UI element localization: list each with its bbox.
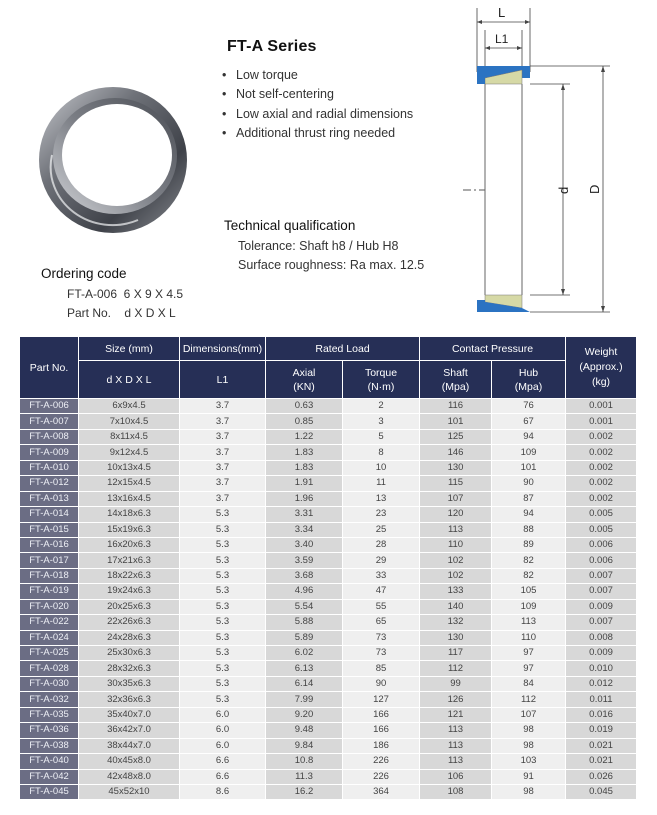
cell-shaft: 132: [420, 615, 492, 630]
cell-part-no: FT-A-040: [20, 754, 79, 769]
cell-axial: 3.59: [266, 553, 343, 568]
roughness-text: Surface roughness: Ra max. 12.5: [238, 258, 425, 272]
cell-weight: 0.002: [566, 460, 637, 475]
cell-shaft: 110: [420, 537, 492, 552]
cell-l1: 3.7: [180, 491, 266, 506]
cell-weight: 0.001: [566, 399, 637, 414]
cell-torque: 28: [343, 537, 420, 552]
cell-weight: 0.021: [566, 754, 637, 769]
table-row: [20, 568, 637, 583]
cell-size: 36x42x7.0: [79, 723, 180, 738]
bullet-icon: •: [222, 87, 227, 102]
cell-weight: 0.016: [566, 707, 637, 722]
cell-torque: 5: [343, 429, 420, 444]
cell-l1: 3.7: [180, 445, 266, 460]
cell-hub: 109: [492, 445, 566, 460]
cell-torque: 10: [343, 460, 420, 475]
cell-size: 17x21x6.3: [79, 553, 180, 568]
cell-l1: 3.7: [180, 414, 266, 429]
cell-shaft: 130: [420, 630, 492, 645]
cell-torque: 186: [343, 738, 420, 753]
inner-ring-bottom: [477, 300, 485, 312]
cell-weight: 0.006: [566, 553, 637, 568]
cell-part-no: FT-A-014: [20, 507, 79, 522]
cell-part-no: FT-A-036: [20, 723, 79, 738]
table-row: [20, 723, 637, 738]
cell-l1: 3.7: [180, 399, 266, 414]
table-body: [20, 399, 637, 800]
cell-size: 22x26x6.3: [79, 615, 180, 630]
cell-part-no: FT-A-006: [20, 399, 79, 414]
cell-size: 16x20x6.3: [79, 537, 180, 552]
table-row: [20, 429, 637, 444]
cell-l1: 6.6: [180, 754, 266, 769]
cell-axial: 4.96: [266, 584, 343, 599]
table-row: [20, 769, 637, 784]
cell-part-no: FT-A-020: [20, 599, 79, 614]
feature-item: • Low axial and radial dimensions: [222, 105, 413, 124]
cross-section-diagram: [455, 0, 630, 325]
cell-shaft: 107: [420, 491, 492, 506]
cell-l1: 5.3: [180, 599, 266, 614]
cell-axial: 7.99: [266, 692, 343, 707]
table-row: [20, 414, 637, 429]
cell-weight: 0.011: [566, 692, 637, 707]
arrow-icon: [561, 84, 565, 90]
table-row: [20, 491, 637, 506]
cell-size: 38x44x7.0: [79, 738, 180, 753]
cell-hub: 112: [492, 692, 566, 707]
cell-hub: 105: [492, 584, 566, 599]
cell-weight: 0.005: [566, 507, 637, 522]
cell-torque: 166: [343, 723, 420, 738]
cell-hub: 107: [492, 707, 566, 722]
table-row: [20, 707, 637, 722]
table-row: [20, 692, 637, 707]
cell-size: 19x24x6.3: [79, 584, 180, 599]
cell-weight: 0.009: [566, 646, 637, 661]
cell-l1: 5.3: [180, 553, 266, 568]
cell-part-no: FT-A-035: [20, 707, 79, 722]
cell-weight: 0.019: [566, 723, 637, 738]
cell-part-no: FT-A-012: [20, 476, 79, 491]
cell-l1: 5.3: [180, 615, 266, 630]
specification-table: [19, 336, 637, 800]
cell-axial: 1.96: [266, 491, 343, 506]
cell-torque: 2: [343, 399, 420, 414]
cell-axial: 1.91: [266, 476, 343, 491]
cell-hub: 67: [492, 414, 566, 429]
cell-weight: 0.008: [566, 630, 637, 645]
cell-hub: 82: [492, 553, 566, 568]
cell-axial: 6.02: [266, 646, 343, 661]
cell-part-no: FT-A-032: [20, 692, 79, 707]
cell-weight: 0.021: [566, 738, 637, 753]
cell-torque: 226: [343, 754, 420, 769]
bullet-icon: •: [222, 125, 227, 140]
cell-shaft: 133: [420, 584, 492, 599]
cell-l1: 8.6: [180, 784, 266, 799]
cell-axial: 10.8: [266, 754, 343, 769]
table-row: [20, 661, 637, 676]
cell-hub: 94: [492, 429, 566, 444]
cell-torque: 90: [343, 676, 420, 691]
cell-hub: 87: [492, 491, 566, 506]
feature-item: • Additional thrust ring needed: [222, 124, 413, 143]
cell-torque: 25: [343, 522, 420, 537]
cell-hub: 97: [492, 646, 566, 661]
table-row: [20, 399, 637, 414]
cell-size: 24x28x6.3: [79, 630, 180, 645]
arrow-icon: [561, 289, 565, 295]
table-row: [20, 754, 637, 769]
cell-size: 9x12x4.5: [79, 445, 180, 460]
cell-weight: 0.002: [566, 491, 637, 506]
cell-l1: 3.7: [180, 429, 266, 444]
ordering-title: Ordering code: [41, 266, 127, 281]
table-row: [20, 445, 637, 460]
cell-size: 20x25x6.3: [79, 599, 180, 614]
cell-l1: 6.0: [180, 738, 266, 753]
cell-torque: 65: [343, 615, 420, 630]
cell-axial: 9.84: [266, 738, 343, 753]
cell-torque: 127: [343, 692, 420, 707]
cell-shaft: 112: [420, 661, 492, 676]
cell-part-no: FT-A-022: [20, 615, 79, 630]
arrow-icon: [477, 20, 482, 24]
table-row: [20, 476, 637, 491]
header-part-no: Part No.: [20, 337, 79, 399]
ordering-example: FT-A-006 6 X 9 X 4.5: [67, 287, 184, 301]
cell-part-no: FT-A-016: [20, 537, 79, 552]
table-row: [20, 676, 637, 691]
header-hub: Hub (Mpa): [492, 361, 566, 399]
cell-size: 32x36x6.3: [79, 692, 180, 707]
cell-axial: 1.83: [266, 445, 343, 460]
cell-torque: 364: [343, 784, 420, 799]
cell-axial: 9.20: [266, 707, 343, 722]
cell-size: 13x16x4.5: [79, 491, 180, 506]
cell-size: 6x9x4.5: [79, 399, 180, 414]
label-L1: L1: [495, 32, 509, 46]
cell-hub: 113: [492, 615, 566, 630]
cell-torque: 85: [343, 661, 420, 676]
cell-torque: 3: [343, 414, 420, 429]
cell-axial: 3.31: [266, 507, 343, 522]
cell-size: 45x52x10: [79, 784, 180, 799]
cell-part-no: FT-A-045: [20, 784, 79, 799]
technical-title: Technical qualification: [224, 218, 356, 233]
cell-shaft: 121: [420, 707, 492, 722]
cell-part-no: FT-A-013: [20, 491, 79, 506]
cell-l1: 5.3: [180, 537, 266, 552]
cell-l1: 6.0: [180, 707, 266, 722]
cell-axial: 6.14: [266, 676, 343, 691]
cell-size: 15x19x6.3: [79, 522, 180, 537]
table-row: [20, 460, 637, 475]
cell-size: 25x30x6.3: [79, 646, 180, 661]
cell-l1: 3.7: [180, 460, 266, 475]
cell-hub: 91: [492, 769, 566, 784]
cell-weight: 0.009: [566, 599, 637, 614]
cell-part-no: FT-A-030: [20, 676, 79, 691]
cell-part-no: FT-A-038: [20, 738, 79, 753]
table-row: [20, 507, 637, 522]
cell-size: 42x48x8.0: [79, 769, 180, 784]
cell-weight: 0.001: [566, 414, 637, 429]
cell-l1: 5.3: [180, 584, 266, 599]
cell-shaft: 113: [420, 738, 492, 753]
table-row: [20, 615, 637, 630]
cell-hub: 109: [492, 599, 566, 614]
cell-axial: 1.83: [266, 460, 343, 475]
cell-weight: 0.007: [566, 568, 637, 583]
cell-hub: 76: [492, 399, 566, 414]
cell-axial: 3.68: [266, 568, 343, 583]
cell-size: 7x10x4.5: [79, 414, 180, 429]
cell-weight: 0.007: [566, 584, 637, 599]
cell-size: 30x35x6.3: [79, 676, 180, 691]
cell-part-no: FT-A-028: [20, 661, 79, 676]
cell-axial: 5.88: [266, 615, 343, 630]
cell-size: 8x11x4.5: [79, 429, 180, 444]
cell-part-no: FT-A-025: [20, 646, 79, 661]
cell-shaft: 116: [420, 399, 492, 414]
header-shaft: Shaft (Mpa): [420, 361, 492, 399]
tolerance-text: Tolerance: Shaft h8 / Hub H8: [238, 239, 399, 253]
cell-shaft: 125: [420, 429, 492, 444]
arrow-icon: [601, 66, 605, 72]
cell-part-no: FT-A-042: [20, 769, 79, 784]
cell-shaft: 140: [420, 599, 492, 614]
cell-shaft: 146: [420, 445, 492, 460]
cell-part-no: FT-A-017: [20, 553, 79, 568]
cell-shaft: 115: [420, 476, 492, 491]
cell-shaft: 99: [420, 676, 492, 691]
cell-hub: 82: [492, 568, 566, 583]
cell-torque: 73: [343, 646, 420, 661]
header-dimensions: Dimensions(mm): [180, 337, 266, 361]
cell-axial: 6.13: [266, 661, 343, 676]
cell-torque: 47: [343, 584, 420, 599]
cell-part-no: FT-A-018: [20, 568, 79, 583]
cell-axial: 0.63: [266, 399, 343, 414]
cell-torque: 13: [343, 491, 420, 506]
cell-weight: 0.005: [566, 522, 637, 537]
cell-torque: 23: [343, 507, 420, 522]
table-row: [20, 537, 637, 552]
header-size: Size (mm): [79, 337, 180, 361]
header-rated-load: Rated Load: [266, 337, 420, 361]
table-row: [20, 630, 637, 645]
cell-hub: 101: [492, 460, 566, 475]
cell-shaft: 113: [420, 723, 492, 738]
cell-hub: 88: [492, 522, 566, 537]
cell-l1: 6.6: [180, 769, 266, 784]
cell-hub: 89: [492, 537, 566, 552]
cell-shaft: 102: [420, 568, 492, 583]
label-L: L: [498, 5, 506, 20]
cell-hub: 94: [492, 507, 566, 522]
table-row: [20, 784, 637, 799]
arrow-icon: [601, 306, 605, 312]
cell-axial: 11.3: [266, 769, 343, 784]
cell-l1: 6.0: [180, 723, 266, 738]
cell-hub: 103: [492, 754, 566, 769]
arrow-icon: [485, 46, 490, 50]
cell-weight: 0.002: [566, 476, 637, 491]
cell-axial: 3.34: [266, 522, 343, 537]
cell-weight: 0.006: [566, 537, 637, 552]
cell-shaft: 108: [420, 784, 492, 799]
cell-l1: 5.3: [180, 692, 266, 707]
cell-hub: 97: [492, 661, 566, 676]
cell-torque: 55: [343, 599, 420, 614]
cell-part-no: FT-A-009: [20, 445, 79, 460]
cell-size: 35x40x7.0: [79, 707, 180, 722]
cell-weight: 0.045: [566, 784, 637, 799]
cell-shaft: 101: [420, 414, 492, 429]
cell-hub: 90: [492, 476, 566, 491]
cell-shaft: 120: [420, 507, 492, 522]
header-contact-pressure: Contact Pressure: [420, 337, 566, 361]
cell-torque: 166: [343, 707, 420, 722]
feature-list: [222, 66, 413, 143]
cell-shaft: 102: [420, 553, 492, 568]
cell-weight: 0.002: [566, 445, 637, 460]
cell-shaft: 113: [420, 754, 492, 769]
cell-axial: 5.54: [266, 599, 343, 614]
cell-shaft: 117: [420, 646, 492, 661]
cell-part-no: FT-A-019: [20, 584, 79, 599]
cell-size: 40x45x8.0: [79, 754, 180, 769]
bullet-icon: •: [222, 106, 227, 121]
cell-hub: 98: [492, 738, 566, 753]
label-D: D: [587, 184, 602, 194]
cell-l1: 5.3: [180, 522, 266, 537]
cell-weight: 0.007: [566, 615, 637, 630]
table-row: [20, 599, 637, 614]
cell-hub: 84: [492, 676, 566, 691]
cell-weight: 0.026: [566, 769, 637, 784]
cell-part-no: FT-A-007: [20, 414, 79, 429]
header-dxdxl: d X D X L: [79, 361, 180, 399]
header-weight: Weight (Approx.) (kg): [566, 337, 637, 399]
cell-size: 28x32x6.3: [79, 661, 180, 676]
cell-shaft: 126: [420, 692, 492, 707]
cell-torque: 8: [343, 445, 420, 460]
bullet-icon: •: [222, 68, 227, 82]
cell-weight: 0.002: [566, 429, 637, 444]
ring-product-image: [38, 85, 188, 235]
cell-torque: 73: [343, 630, 420, 645]
cell-l1: 5.3: [180, 507, 266, 522]
cell-size: 12x15x4.5: [79, 476, 180, 491]
header-torque: Torque (N·m): [343, 361, 420, 399]
cell-axial: 3.40: [266, 537, 343, 552]
table-row: [20, 553, 637, 568]
cell-torque: 226: [343, 769, 420, 784]
arrow-icon: [525, 20, 530, 24]
cell-shaft: 113: [420, 522, 492, 537]
table-row: [20, 738, 637, 753]
cell-size: 14x18x6.3: [79, 507, 180, 522]
cell-part-no: FT-A-015: [20, 522, 79, 537]
label-d: d: [556, 186, 571, 194]
cell-part-no: FT-A-008: [20, 429, 79, 444]
table-row: [20, 522, 637, 537]
cell-torque: 29: [343, 553, 420, 568]
cell-part-no: FT-A-024: [20, 630, 79, 645]
cell-size: 10x13x4.5: [79, 460, 180, 475]
cell-torque: 33: [343, 568, 420, 583]
cell-l1: 3.7: [180, 476, 266, 491]
cell-hub: 110: [492, 630, 566, 645]
cell-weight: 0.010: [566, 661, 637, 676]
cell-l1: 5.3: [180, 676, 266, 691]
cell-l1: 5.3: [180, 568, 266, 583]
cell-part-no: FT-A-010: [20, 460, 79, 475]
cell-hub: 98: [492, 784, 566, 799]
header-axial: Axial (KN): [266, 361, 343, 399]
cell-axial: 9.48: [266, 723, 343, 738]
cell-axial: 1.22: [266, 429, 343, 444]
cell-weight: 0.012: [566, 676, 637, 691]
cell-shaft: 130: [420, 460, 492, 475]
inner-ring-top: [477, 78, 485, 84]
cell-hub: 98: [492, 723, 566, 738]
cell-size: 18x22x6.3: [79, 568, 180, 583]
cell-axial: 16.2: [266, 784, 343, 799]
cell-axial: 5.89: [266, 630, 343, 645]
cell-l1: 5.3: [180, 646, 266, 661]
feature-item: • Not self-centering: [222, 85, 413, 104]
cell-l1: 5.3: [180, 661, 266, 676]
table-row: [20, 646, 637, 661]
header-l1: L1: [180, 361, 266, 399]
ordering-format: Part No. d X D X L: [67, 306, 176, 320]
cell-l1: 5.3: [180, 630, 266, 645]
arrow-icon: [517, 46, 522, 50]
series-title: FT-A Series: [227, 38, 317, 55]
cell-torque: 11: [343, 476, 420, 491]
cell-axial: 0.85: [266, 414, 343, 429]
table-row: [20, 584, 637, 599]
cell-shaft: 106: [420, 769, 492, 784]
feature-item: • Low torque: [222, 66, 413, 85]
